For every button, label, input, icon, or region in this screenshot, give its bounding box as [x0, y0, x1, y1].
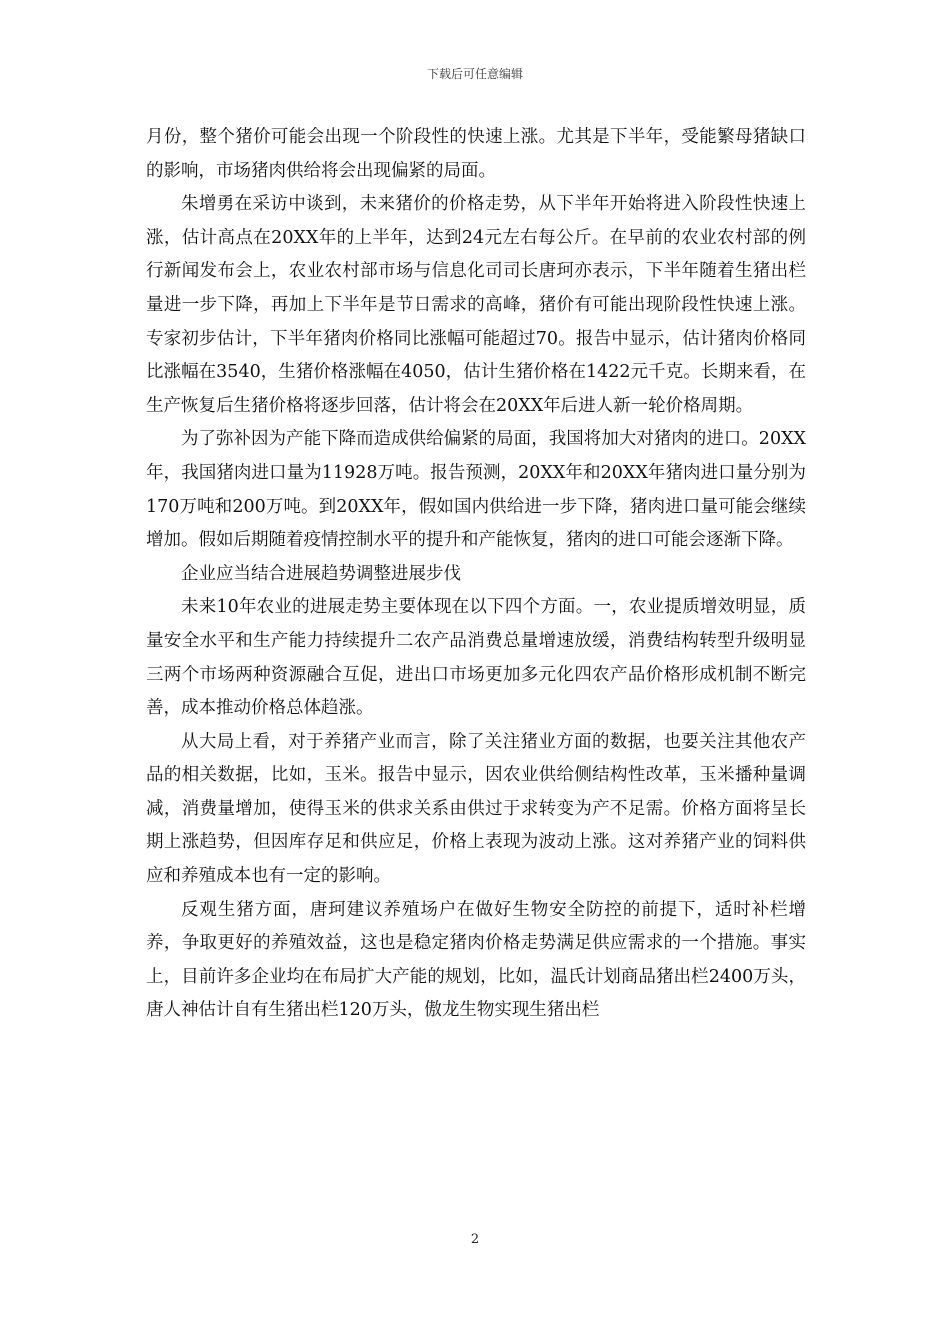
paragraph: 反观生猪方面，唐珂建议养殖场户在做好生物安全防控的前提下，适时补栏增养，争取更好的养殖效益，这也是稳定猪肉价格走势满足供应需求的一个措施。事实上，目前许多企业均在布局扩大产能的规划，比如，温氏计划商品猪出栏2400万头，唐人神估计自有生猪出栏120万头，傲龙生物实现生猪出栏 [146, 899, 806, 1021]
paragraph: 未来10年农业的进展走势主要体现在以下四个方面。一，农业提质增效明显，质量安全水平和生产能力持续提升二农产品消费总量增速放缓，消费结构转型升级明显三两个市场两种资源融合互促，进出口市场更加多元化四农产品价格形成机制不断完善，成本推动价格总体趋涨。 [146, 597, 806, 719]
paragraph: 从大局上看，对于养猪产业而言，除了关注猪业方面的数据，也要关注其他农产品的相关数据，比如，玉米。报告中显示，因农业供给侧结构性改革，玉米播种量调减，消费量增加，使得玉米的供求关系由供过于求转变为产不足需。价格方面将呈长期上涨趋势，但因库存足和供应足，价格上表现为波动上涨。这对养猪产业的饲料供应和养殖成本也有一定的影响。 [146, 731, 806, 887]
paragraph: 朱增勇在采访中谈到，未来猪价的价格走势，从下半年开始将进入阶段性快速上涨，估计高点在20XX年的上半年，达到24元左右每公斤。在早前的农业农村部的例行新闻发布会上，农业农村部市场与信息化司司长唐珂亦表示，下半年随着生猪出栏量进一步下降，再加上下半年是节日需求的高峰，猪价有可能出现阶段性快速上涨。专家初步估计，下半年猪肉价格同比涨幅可能超过70。报告中显示，估计猪肉价格同比涨幅在3540，生猪价格涨幅在4050，估计生猪价格在1422元千克。长期来看，在生产恢复后生猪价格将逐步回落，估计将会在20XX年后进人新一轮价格周期。 [146, 194, 806, 416]
paragraph-continuation: 月份，整个猪价可能会出现一个阶段性的快速上涨。尤其是下半年，受能繁母猪缺口的影响，市场猪肉供给将会出现偏紧的局面。 [146, 127, 806, 181]
page-header-note: 下载后可任意编辑 [426, 67, 523, 81]
document-body [146, 121, 806, 1028]
section-heading: 企业应当结合进展趋势调整进展步伐 [181, 563, 461, 584]
paragraph: 为了弥补因为产能下降而造成供给偏紧的局面，我国将加大对猪肉的进口。20XX年，我国猪肉进口量为11928万吨。报告预测，20XX年和20XX年猪肉进口量分别为170万吨和200万吨。到20XX年，假如国内供给进一步下降，猪肉进口量可能会继续增加。假如后期随着疫情控制水平的提升和产能恢复，猪肉的进口可能会逐渐下降。 [146, 429, 806, 551]
page-number: 2 [470, 1232, 480, 1247]
